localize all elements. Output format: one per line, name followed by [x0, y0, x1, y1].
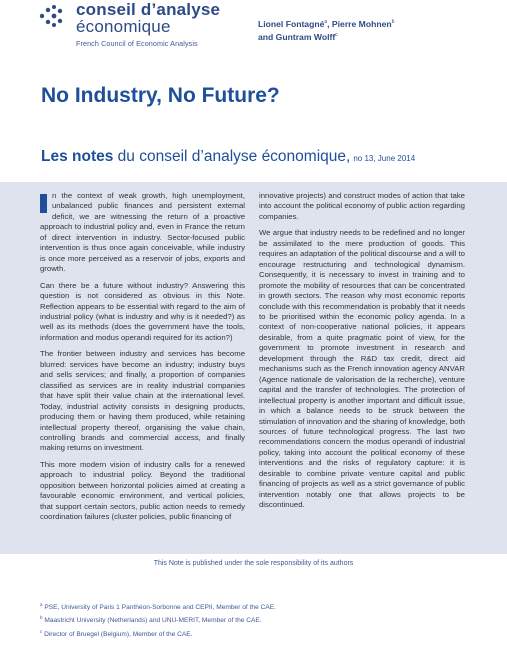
paragraph: [40, 191, 245, 275]
footnote-text: Director of Bruegel (Belgium), Member of the CAE.: [42, 631, 193, 639]
author-1: Lionel Fontagné: [258, 18, 325, 29]
author-3: and Guntram Wolff: [258, 31, 336, 42]
footnote: [40, 613, 276, 626]
responsibility-note: This Note is published under the sole responsibility of its authors: [153, 560, 354, 567]
authors: [258, 17, 394, 43]
footnote-mark: a: [40, 602, 43, 607]
footnote: [40, 600, 276, 613]
footnote-mark: c: [40, 628, 43, 634]
paragraph: This more modern vision of industry calls for a renewed approach to industrial policy. Beyond the traditional opposition between horizontal policies aimed at creating a favourable economic environment, and vertical policies, that support certain sectors, public action needs to remedy coordination failures (cluster policies, public financing of: [40, 459, 245, 522]
drop-cap-bar: [40, 194, 47, 213]
series-name-regular: du conseil d’analyse économique,: [113, 148, 351, 165]
series-name-bold: Les notes: [41, 148, 114, 165]
paragraph: innovative projects) and construct modes of action that take into account the political economy of public action regarding companies.: [259, 191, 465, 221]
right-column: [259, 191, 465, 517]
paragraph: Can there be a future without industry? Answering this question is not considered as obvious in this Note. Reflection appears to be essential with regard to the aim of industrial policy (what is industry and why is it needed?) as well as its methods (does the government have the tools, information and modus operandi required for its action?): [40, 280, 245, 342]
paragraph: The frontier between industry and services has become blurred: services have become an industry; industry buys and sells services; and finally, a proportion of companies classified as services are in reality industrial companies that have split their value chain at the international level. Today, industrial activity consists in designing products, producing them or having them produced, while retaining intellectual property thereof, organising the value chain, controlling brands and commercial access, and finally making returns on investment.: [40, 349, 245, 453]
paragraph-text: n the context of weak growth, high unemployment, unbalanced public finances and persistent external deficit, we are witnessing the return of a proactive approach to industrial policy and, even in France the return of direct intervention in industry. Sector-focused public intervention is thus once again conceivable, while industry is once more perceived as a reservoir of jobs, exports and growth.: [40, 191, 245, 274]
cae-logo-icon: [39, 4, 71, 28]
footnote-text: PSE, University of Paris 1 Panthéon-Sorbonne and CEPII, Member of the CAE.: [42, 604, 276, 612]
author-3-mark: c: [335, 31, 338, 38]
footnote: [40, 627, 276, 640]
series-line: [41, 148, 415, 166]
brand-block: [76, 1, 220, 48]
paragraph: We argue that industry needs to be redefined and no longer be assimilated to the mere production of goods. This requires an adaptation of the political discourse and a will to encourage restructuring and technological dynamism. Consequently, it is necessary to invest in training and to promote the mobility of resources that can be concentrated in growth sectors. The reason why most economic reports conclude with this recommendation is probably that it needs to be prioritised within the economic policy agenda. In a context of non-cooperative national policies, it appears desirable, from a quite pragmatic point of view, for the government to promote investment in research and development through the R&D tax credit, direct aid mechanisms such as the French innovation agency ANVAR (Agence nationale de valorisation de la recherche), venture capital and the transfer of technologies. The protection of intellectual property is another important and difficult issue, in which a balance needs to be struck between the stimulation of innovation and the sharing of knowledge, both sources of future technological progress. The last two recommendations concern the modus operandi of industrial policy, taking into account the political economy of these interventions and the risks of regulatory capture: it is desirable to combine private venture capital and public financing of projects as well as a strict governance of public intervention notably one that allows projects to be discontinued.: [259, 228, 465, 510]
page-title: No Industry, No Future?: [41, 84, 280, 107]
brand-name-line2: économique: [76, 17, 171, 36]
left-column: [40, 191, 245, 529]
author-2: , Pierre Mohnen: [327, 18, 392, 29]
brand-name-line1: conseil d’analyse: [76, 0, 221, 19]
author-1-mark: a: [324, 19, 328, 25]
brand-subtitle: French Council of Economic Analysis: [76, 39, 198, 48]
footnote-mark: b: [40, 615, 43, 621]
author-2-mark: b: [391, 19, 395, 25]
issue-number: no 13, June 2014: [353, 154, 416, 163]
footnote-text: Maastricht University (Netherlands) and UNU-MERIT, Member of the CAE.: [42, 617, 262, 625]
abstract-panel: [0, 182, 507, 554]
footnotes: [40, 600, 276, 640]
